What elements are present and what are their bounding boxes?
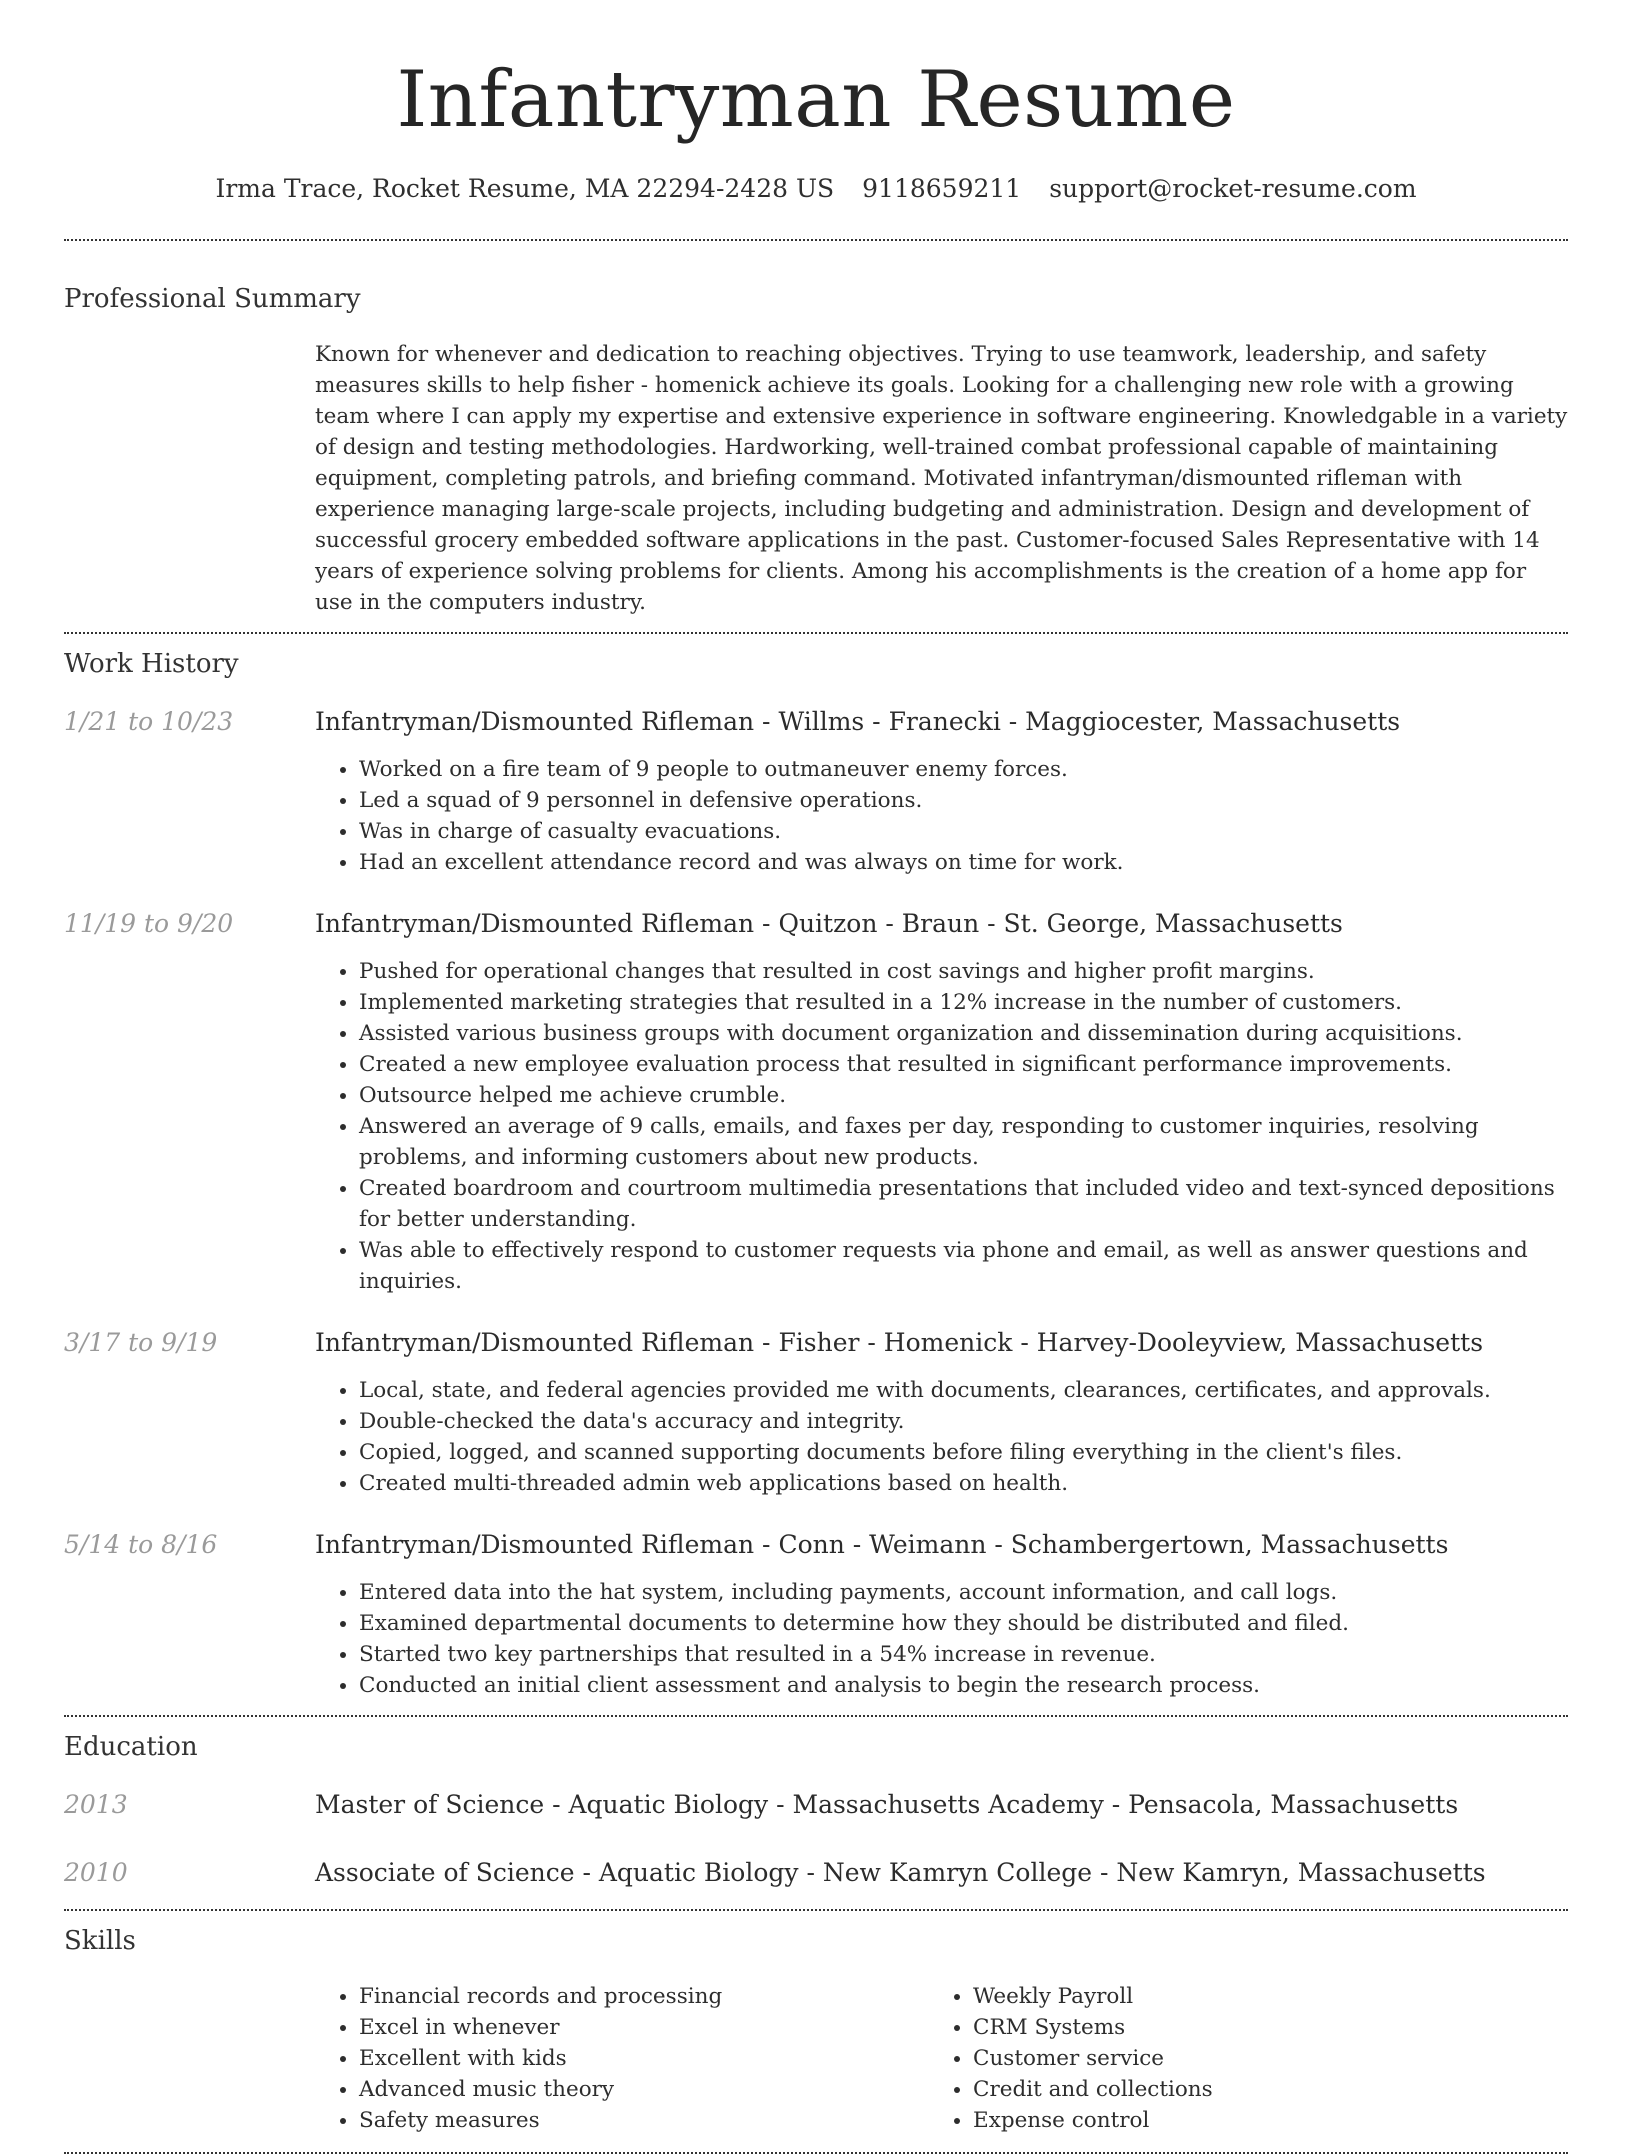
list-item: • Financial records and processing — [359, 1981, 929, 2012]
job-entry — [64, 706, 1568, 878]
section-heading-work: Work History — [64, 649, 239, 679]
list-item: • Credit and collections — [973, 2074, 1493, 2105]
education-entry — [64, 1857, 1568, 1889]
job-entry — [64, 1327, 1568, 1499]
job-entry — [64, 908, 1568, 1297]
contact-phone: 9118659211 — [862, 174, 1022, 203]
job-title: Infantryman/Dismounted Rifleman - Willms - Franecki - Maggiocester, Massachusetts — [315, 707, 1401, 736]
divider — [64, 632, 1568, 634]
list-item: • Advanced music theory — [359, 2074, 929, 2105]
divider — [64, 1715, 1568, 1717]
list-item: • Excel in whenever — [359, 2012, 929, 2043]
summary-text: Known for whenever and dedication to reaching objectives. Trying to use teamwork, leadership, and safety measures skills to help fisher - homenick achieve its goals. Looking for a challenging new role with a growing team where I can apply my expertise and extensive experience in software engineering. Knowledgable in a variety of design and testing methodologies. Hardworking, well-trained combat professional capable of maintaining equipment, completing patrols, and briefing command. Motivated infantryman/dismounted rifleman with experience managing large-scale projects, including budgeting and administration. Design and development of successful grocery embedded software applications in the past. Customer-focused Sales Representative with 14 years of experience solving problems for clients. Among his accomplishments is the creation of a home app for use in the computers industry. — [315, 342, 1568, 615]
job-dates: 5/14 to 8/16 — [64, 1530, 218, 1559]
job-bullets — [315, 754, 1568, 878]
list-item: • Led a squad of 9 personnel in defensive operations. — [359, 785, 1568, 816]
list-item: • Had an excellent attendance record and was always on time for work. — [359, 847, 1568, 878]
list-item: • Excellent with kids — [359, 2043, 929, 2074]
job-dates: 1/21 to 10/23 — [64, 707, 234, 736]
education-degree: Associate of Science - Aquatic Biology - New Kamryn College - New Kamryn, Massachusetts — [315, 1858, 1486, 1887]
divider — [64, 1909, 1568, 1911]
list-item: • Was able to effectively respond to customer requests via phone and email, as well as answer questions and inquiries. — [359, 1235, 1568, 1297]
resume-title: Infantryman Resume — [396, 55, 1236, 145]
list-item: • Local, state, and federal agencies provided me with documents, clearances, certificates, and approvals. — [359, 1375, 1568, 1406]
section-heading-skills: Skills — [64, 1926, 136, 1956]
list-item: • Examined departmental documents to determine how they should be distributed and filed. — [359, 1608, 1568, 1639]
skills-list — [315, 1981, 1568, 2136]
job-bullets — [315, 1577, 1568, 1701]
list-item: • Outsource helped me achieve crumble. — [359, 1080, 1568, 1111]
divider — [64, 239, 1568, 241]
list-item: • CRM Systems — [973, 2012, 1493, 2043]
list-item: • Copied, logged, and scanned supporting documents before filing everything in the client's files. — [359, 1437, 1568, 1468]
list-item: • Weekly Payroll — [973, 1981, 1493, 2012]
list-item: • Double-checked the data's accuracy and integrity. — [359, 1406, 1568, 1437]
section-heading-education: Education — [64, 1732, 198, 1762]
list-item: • Created boardroom and courtroom multimedia presentations that included video and text-synced depositions for better understanding. — [359, 1173, 1568, 1235]
list-item: • Assisted various business groups with document organization and dissemination during acquisitions. — [359, 1018, 1568, 1049]
section-heading-summary: Professional Summary — [64, 284, 361, 314]
education-entry — [64, 1789, 1568, 1821]
job-dates: 3/17 to 9/19 — [64, 1328, 218, 1357]
resume-page — [64, 0, 1568, 2154]
list-item: • Implemented marketing strategies that resulted in a 12% increase in the number of customers. — [359, 987, 1568, 1018]
job-dates: 11/19 to 9/20 — [64, 909, 234, 938]
job-entry — [64, 1529, 1568, 1701]
list-item: • Was in charge of casualty evacuations. — [359, 816, 1568, 847]
contact-line — [64, 173, 1568, 205]
list-item: • Entered data into the hat system, including payments, account information, and call logs. — [359, 1577, 1568, 1608]
list-item: • Created multi-threaded admin web applications based on health. — [359, 1468, 1568, 1499]
list-item: • Safety measures — [359, 2105, 929, 2136]
education-year: 2010 — [64, 1858, 128, 1887]
job-title: Infantryman/Dismounted Rifleman - Fisher - Homenick - Harvey-Dooleyview, Massachusetts — [315, 1328, 1484, 1357]
skills-column-left — [315, 1981, 929, 2136]
list-item: • Created a new employee evaluation process that resulted in significant performance improvements. — [359, 1049, 1568, 1080]
list-item: • Answered an average of 9 calls, emails, and faxes per day, responding to customer inquiries, resolving problems, and informing customers about new products. — [359, 1111, 1568, 1173]
skills-column-right — [929, 1981, 1493, 2136]
list-item: • Conducted an initial client assessment and analysis to begin the research process. — [359, 1670, 1568, 1701]
job-bullets — [315, 956, 1568, 1297]
contact-email: support@rocket-resume.com — [1049, 174, 1417, 203]
list-item: • Worked on a fire team of 9 people to outmaneuver enemy forces. — [359, 754, 1568, 785]
list-item: • Started two key partnerships that resulted in a 54% increase in revenue. — [359, 1639, 1568, 1670]
list-item: • Expense control — [973, 2105, 1493, 2136]
education-year: 2013 — [64, 1790, 128, 1819]
list-item: • Customer service — [973, 2043, 1493, 2074]
list-item: • Pushed for operational changes that resulted in cost savings and higher profit margins. — [359, 956, 1568, 987]
job-title: Infantryman/Dismounted Rifleman - Conn - Weimann - Schambergertown, Massachusetts — [315, 1530, 1449, 1559]
contact-address: Irma Trace, Rocket Resume, MA 22294-2428 US — [215, 174, 835, 203]
education-degree: Master of Science - Aquatic Biology - Massachusetts Academy - Pensacola, Massachusetts — [315, 1790, 1459, 1819]
job-bullets — [315, 1375, 1568, 1499]
job-title: Infantryman/Dismounted Rifleman - Quitzon - Braun - St. George, Massachusetts — [315, 909, 1343, 938]
